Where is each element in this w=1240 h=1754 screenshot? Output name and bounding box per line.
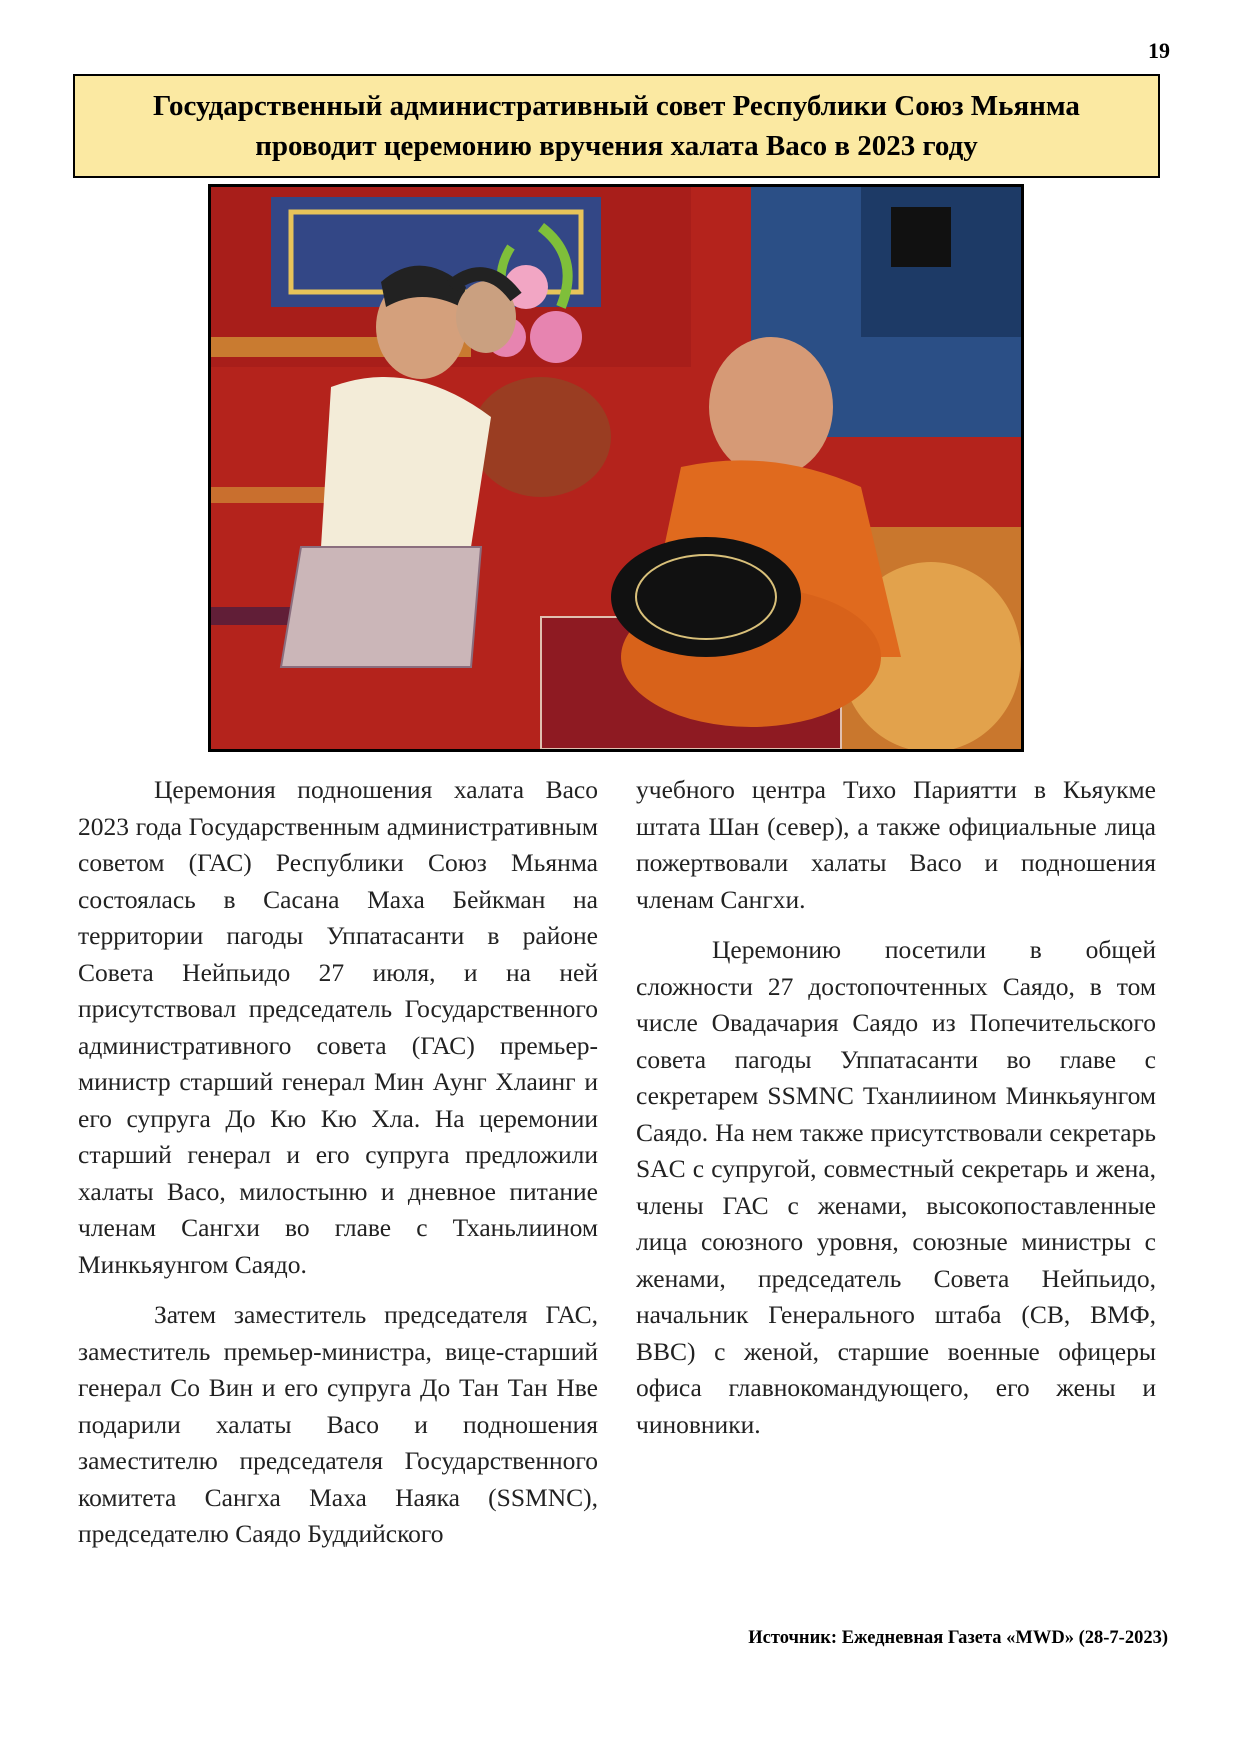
article-title-line-1: Государственный административный совет Республики Союз Мьянма (153, 90, 1080, 122)
page-number: 19 (1148, 38, 1170, 63)
title-box (73, 74, 1160, 178)
article-left-column (78, 772, 598, 1553)
paragraph: Затем заместитель председателя ГАС, заместитель премьер-министра, вице-старший генерал Со Вин и его супруга До Тан Тан Нве подарили халаты Васо и подношения заместителю председателя Государственного комитета Сангха Маха Наяка (SSMNC), председателю Саядо Буддийского (78, 1300, 598, 1548)
ceremony-photo-illustration (211, 187, 1021, 749)
source-citation: Источник: Ежедневная Газета «MWD» (28-7-2023) (748, 1628, 1168, 1648)
paragraph: Церемонию посетили в общей сложности 27 достопочтенных Саядо, в том числе Овадачария Саядо из Попечительского совета пагоды Уппатасанти во главе с секретарем SSMNC Тханлиином Минкьяунгом Саядо. На нем также присутствовали секретарь SAC с супругой, совместный секретарь и жена, члены ГАС с женами, высокопоставленные лица союзного уровня, союзные министры с женами, председатель Совета Нейпьидо, начальник Генерального штаба (СВ, ВМФ, ВВС) с женой, старшие военные офицеры офиса главнокомандующего, его жены и чиновники. (636, 935, 1156, 1439)
paragraph: учебного центра Тихо Париятти в Кьяукме штата Шан (север), а также официальные лица пожертвовали халаты Васо и подношения членам Сангхи. (636, 775, 1156, 914)
article-right-column (636, 772, 1156, 1443)
paragraph: Церемония подношения халата Васо 2023 года Государственным административным советом (ГАС) Республики Союз Мьянма состоялась в Сасана Маха Бейкман на территории пагоды Уппатасанти в районе Совета Нейпьидо 27 июля, и на ней присутствовал председатель Государственного административного совета (ГАС) премьер-министр старший генерал Мин Аунг Хлаинг и его супруга До Кю Кю Хла. На церемонии старший генерал и его супруга предложили халаты Васо, милостыню и дневное питание членам Сангхи во главе с Тханьлиином Минкьяунгом Саядо. (78, 775, 598, 1279)
article-title-line-2: проводит церемонию вручения халата Васо в 2023 году (255, 130, 978, 162)
ceremony-photo (208, 184, 1024, 752)
